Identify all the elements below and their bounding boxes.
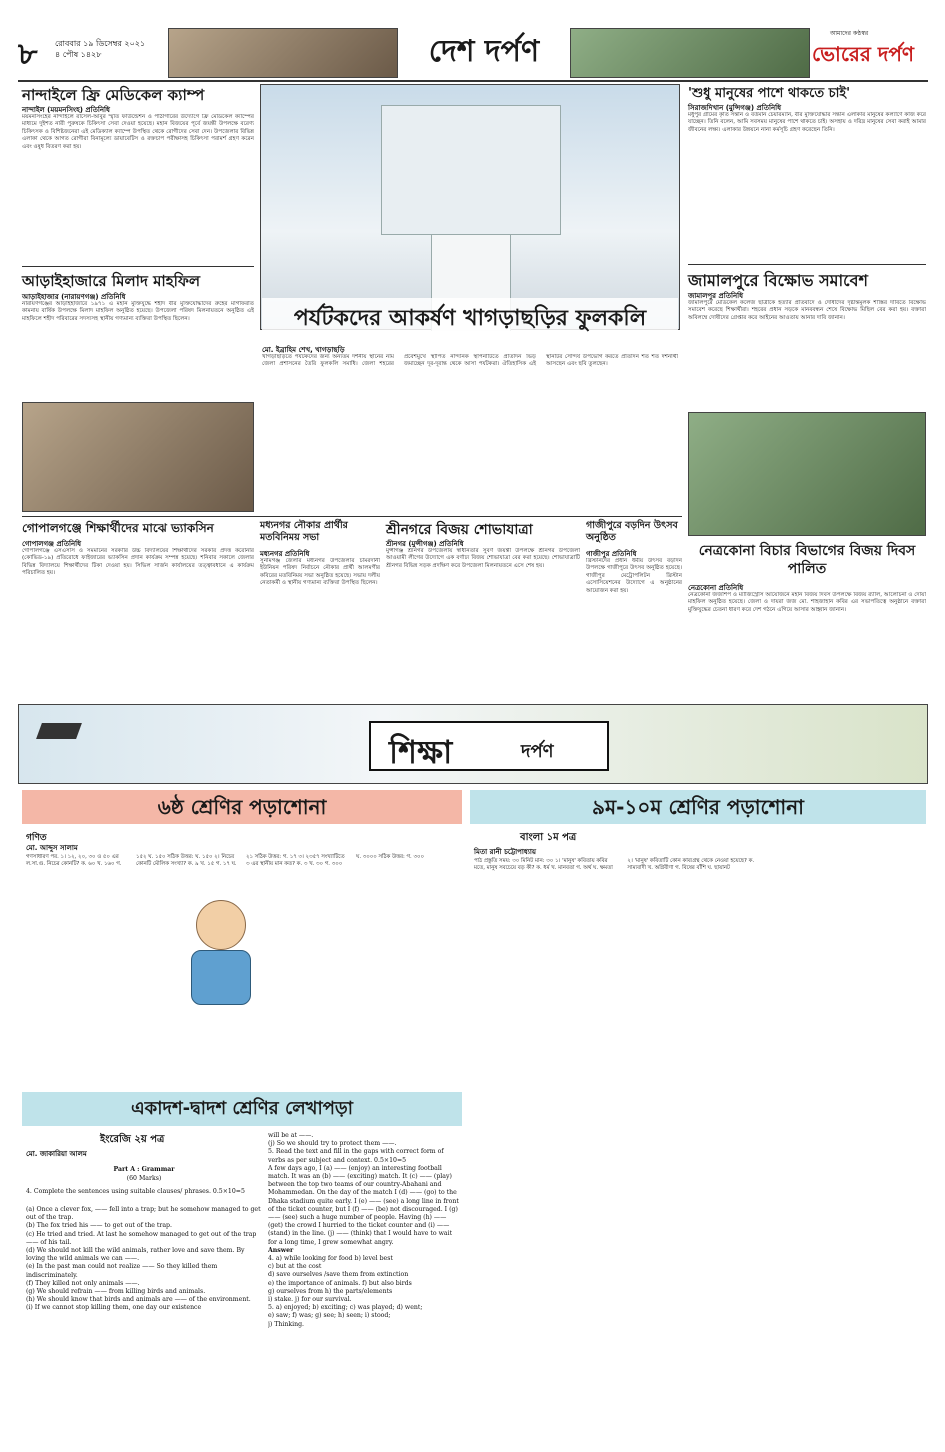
milad-body: নারায়ণগঞ্জের আড়াইহাজারে ১৯৭১ এ মহান মুক্তিযুদ্ধে শহীদ বীর মুক্তিযোদ্ধাদের রুহের মাগফিরাত কামনায় বার্ষিক উপলক্ষে মিলাদ মাহফিল অনুষ্ঠিত হয়েছে। উপজেলা পরিষদ মিলনায়তনে অনুষ্ঠিত এই মাহফিলে শহীদ পরিবারের সদস্যসহ স্থানীয় গণ্যমান্য ব্যক্তিরা উপস্থিত ছিলেন। <box>22 301 254 322</box>
tourist-byline: মো. ইব্রাহিম শেখ, খাগড়াছড়ি <box>262 346 345 354</box>
row-divider <box>22 516 682 517</box>
header-date <box>55 38 145 60</box>
election-byline: মধ্যনগর প্রতিনিধি <box>260 550 310 558</box>
humanity-byline: সিরাজদিখান (মুন্সিগঞ্জ) প্রতিনিধি <box>688 104 782 112</box>
gazipur-body: খ্রিস্টানদের প্রধান ধর্মীয় উৎসব বড়দিন উপলক্ষে গাজীপুরে উৎসব অনুষ্ঠিত হয়েছে। গাজীপুর মেট্রোপলিটন খ্রিস্টান এসোসিয়েশনের উদ্যোগে এ অনুষ্ঠানের আয়োজন করা হয়। <box>586 558 682 594</box>
english-item: (h) We should know that birds and animals are —— of the environment. <box>26 1296 251 1304</box>
divider <box>688 264 926 265</box>
english-item: 5. a) enjoyed; b) exciting; c) was played; d) went; <box>268 1304 423 1312</box>
english-item: d) save ourselves /save them from extinction <box>268 1271 409 1279</box>
milad-byline: আড়াইহাজার (নারায়ণগঞ্জ) প্রতিনিধি <box>22 293 126 301</box>
protest-headline: জামালপুরে বিক্ষোভ সমাবেশ <box>688 271 868 290</box>
class6-subject: গণিত <box>26 833 47 843</box>
english-item: (g) We should refrain —— from killing birds and animals. <box>26 1288 206 1296</box>
tourist-body: খাগড়াছড়িতে পর্যটকদের জন্য অন্যতম দর্শনীয় স্থানের নাম জেলা প্রশাসনের তৈরি ফুলকলি সমাধি। জেলা শহরের প্রবেশমুখে স্থাপিত নান্দনিক স্থাপনাটিতে প্রতিদিন ভিড় জমাচ্ছেন দূর-দূরান্ত থেকে আসা পর্যটকরা। ঐতিহাসিক এই স্থানটির সৌন্দর্য উপভোগ করতে প্রতিদিন শত শত দর্শনার্থী আসছেন এবং ছবি তুলছেন। <box>262 354 678 368</box>
netrokona-headline: নেত্রকোনা বিচার বিভাগের বিজয় দিবস পালিত <box>698 543 916 577</box>
english-item: A few days ago, I (a) —— (enjoy) an interesting football match. It was an (b) —— (exciting) match. It (c) —— (play) between the top two teams of our country-Abahani and Mohammedan. On the day of the match I (d) —— (go) to the Dhaka stadium quite early. I (e) —— (see) a long line in front of the ticket counter, but I (f) —— (be) not discouraged. I (g) —— (see) such a huge number of people. Having (h) —— (get) the crowd I hurried to the ticket counter and (i) —— (stand) in the line. (j) —— (think) that I would have to wait for a long time, I grew somewhat angry. <box>268 1164 459 1246</box>
page-header <box>0 28 945 80</box>
divider <box>22 266 254 267</box>
protest-photo <box>688 412 926 536</box>
date-gregorian: রোববার ১৯ ডিসেম্বর ২০২১ <box>55 39 146 48</box>
header-rule <box>18 80 928 82</box>
section-title: দেশ দর্পণ <box>428 34 540 69</box>
english-item: Answer <box>268 1246 294 1254</box>
english-items-right <box>268 1132 462 1446</box>
english-item: c) but at the cost <box>268 1263 322 1271</box>
class6-title: ৬ষ্ঠ শ্রেণির পড়াশোনা <box>157 795 327 819</box>
english-item: 4. a) while looking for food b) level best <box>268 1255 393 1263</box>
english-item: (j) So we should try to protect them ——. <box>268 1140 397 1148</box>
class910-author: মিতা রানী চট্টোপাধ্যায় <box>474 848 537 856</box>
gazipur-byline: গাজীপুর প্রতিনিধি <box>586 550 637 558</box>
humanity-headline: 'শুধু মানুষের পাশে থাকতে চাই' <box>688 86 851 101</box>
vaccine-byline: গোপালগঞ্জ প্রতিনিধি <box>22 540 82 548</box>
victory-rally-headline: শ্রীনগরে বিজয় শোভাযাত্রা <box>386 522 533 538</box>
medical-camp-headline: নান্দাইলে ফ্রি মেডিকেল ক্যাম্প <box>22 86 205 104</box>
victory-rally-byline: শ্রীনগর (মুন্সীগঞ্জ) প্রতিনিধি <box>386 540 464 548</box>
english-item: (f) They killed not only animals ——. <box>26 1279 140 1287</box>
brand-logo: ভোরের দর্পণ <box>812 42 914 66</box>
english-item: i) stake. j) for our survival. <box>268 1296 352 1304</box>
milad-headline: আড়াইহাজারে মিলাদ মাহফিল <box>22 272 201 290</box>
education-banner-suffix: দর্পণ <box>521 741 554 762</box>
english-items-left <box>26 1206 262 1446</box>
election-body: সুনামগঞ্জ জেলার মধ্যনগর উপজেলার চামরদানী ইউনিয়ন পরিষদ নির্বাচনে নৌকার প্রার্থী আলমগীর কবিরের মতবিনিময় সভা অনুষ্ঠিত হয়েছে। সভায় দলীয় নেতাকর্মী ও স্থানীয় গণ্যমান্য ব্যক্তিরা উপস্থিত ছিলেন। <box>260 558 380 587</box>
education-banner <box>18 704 928 784</box>
tourist-headline: পর্যটকদের আকর্ষণ খাগড়াছড়ির ফুলকলি <box>262 298 678 340</box>
english-item: (b) The fox tried his —— to get out of the trap. <box>26 1222 172 1230</box>
english-item: (e) In the past man could not realize —— So they killed them indiscriminately. <box>26 1263 218 1279</box>
english-item: (c) He tried and tried. At last he somehow managed to get out of the trap —— of his tail. <box>26 1230 257 1246</box>
english-item: (i) If we cannot stop killing them, one day our existence <box>26 1304 202 1312</box>
class6-banner <box>22 790 462 824</box>
class910-subject: বাংলা ১ম পত্র <box>520 832 577 843</box>
class1112-title: একাদশ-দ্বাদশ শ্রেণির লেখাপড়া <box>130 1098 353 1119</box>
class910-banner <box>470 790 926 824</box>
protest-body: জামালপুরে মেডিকেল কলেজ ছাত্রীকে হত্যার প্রতিবাদে ও দোষীদের দৃষ্টান্তমূলক শাস্তির দাবিতে বিক্ষোভ সমাবেশ করেছে শিক্ষার্থীরা। শহরের প্রধান সড়কে মানববন্ধন শেষে বিক্ষোভ মিছিল বের করা হয়। বক্তারা অবিলম্বে দোষীদের গ্রেপ্তার করে আইনের আওতায় আনার দাবি জানান। <box>688 300 926 321</box>
english-item: (a) Once a clever fox, —— fell into a trap; but he somehow managed to get out of the trap. <box>26 1206 261 1222</box>
education-banner-title: শিক্ষা <box>389 733 453 771</box>
vaccine-body: গোপালগঞ্জে এসএসসি ও সমমানের সরকারি উচ্চ বিদ্যালয়ের শিক্ষার্থীদের সরকার প্রদত্ত করোনার (কোভিড-১৯) প্রতিরোধে ফাইজারের ভ্যাকসিন প্রদান কার্যক্রম সম্পন্ন হয়েছে। শনিবার সকালে জেলার বিভিন্ন বিদ্যালয়ে শিক্ষার্থীদের টিকা দেওয়া হয়। সিভিল সার্জন কার্যালয়ের তত্ত্বাবধানে এ কার্যক্রম পরিচালিত হয়। <box>22 548 254 577</box>
netrokona-byline: নেত্রকোনা প্রতিনিধি <box>688 584 744 592</box>
monument-shape <box>381 105 561 235</box>
medical-camp-body: ময়মনসিংহের নান্দাইলে রাসেল-আবুর স্মৃতি ফাউন্ডেশন ও পাঠাগারের উদ্যোগে ফ্রি মেডিকেল ক্যাম্পের মাধ্যমে দুইশত নারী পুরুষকে চিকিৎসা সেবা দেওয়া হয়েছে। মহান বিজয়ের পূর্বে জয়ন্তী উপলক্ষে বরেণ্য চিকিৎসক ও বিশিষ্টজনেরা এই মেডিক্যাল ক্যাম্পে উপস্থিত থেকে রোগীদের সেবা দেন। উপজেলার বিভিন্ন এলাকা থেকে আগত রোগীরা বিনামূল্যে ডায়াবেটিস ও রক্তচাপ পরীক্ষাসহ চিকিৎসা পরামর্শ গ্রহণ করেন এবং ওষুধ বিতরণ করা হয়। <box>22 114 254 150</box>
header-photo-strip-left <box>168 28 398 78</box>
english-item: (d) We should not kill the wild animals, rather love and save them. By loving the wild animals we can ——. <box>26 1247 245 1263</box>
english-item: e) saw; f) was; g) see; h) seen; i) stood; <box>268 1312 391 1320</box>
education-banner-box <box>369 721 609 771</box>
victory-rally-body: মুন্সীগঞ্জ শ্রীনগর উপজেলায় স্বাধীনতার সুবর্ণ জয়ন্তী উপলক্ষে শ্রীনগর উপজেলা আওয়ামী লীগের উদ্যোগে এক বর্ণাঢ্য বিজয় শোভাযাত্রা বের করা হয়েছে। শোভাযাত্রাটি শ্রীনগর বিভিন্ন সড়ক প্রদক্ষিণ করে উপজেলা মিলনায়তনে এসে শেষ হয়। <box>386 548 580 569</box>
english-item: will be at ——. <box>268 1132 314 1139</box>
tourist-photo <box>260 84 680 330</box>
netrokona-body: নেত্রকোনা জজশিপ ও ম্যাজিস্ট্রেসি আয়োজনে মহান বিজয় দিবস উপলক্ষে বিজয় র‍্যালি, আলোচনা ও দোয়া মাহফিল অনুষ্ঠিত হয়েছে। জেলা ও দায়রা জজ মো. শাহজাহান কবির এর সভাপতিত্বে অনুষ্ঠানে বক্তারা মুক্তিযুদ্ধের চেতনা ধারণ করে দেশ গঠনে এগিয়ে আসার আহ্বান জানান। <box>688 592 926 613</box>
english-item: j) Thinking. <box>268 1320 305 1328</box>
english-item: 5. Read the text and fill in the gaps with correct form of verbs as per subject and context. 0.5×10=5 <box>268 1148 444 1164</box>
graduation-cap-icon <box>36 723 82 739</box>
protest-byline: জামালপুর প্রতিনিধি <box>688 292 744 300</box>
medical-camp-byline: নান্দাইল (ময়মনসিংহ) প্রতিনিধি <box>22 106 110 114</box>
milad-photo <box>22 402 254 512</box>
english-part: Part A : Grammar <box>113 1166 175 1173</box>
header-photo-strip-right <box>570 28 810 78</box>
student-cartoon-icon <box>176 900 266 1010</box>
date-bengali: ৪ পৌষ ১৪২৮ <box>55 50 102 59</box>
english-subject: ইংরেজি ২য় পত্র <box>100 1134 165 1145</box>
humanity-body: মধুপুর গ্রামের কৃতি সন্তান ও বর্তমান চেয়ারম্যান, বীর মুক্তিযোদ্ধার সন্তান এলাকার মানুষের কল্যাণে কাজ করে যাচ্ছেন। তিনি বলেন, আমি সবসময় মানুষের পাশে থাকতে চাই। অসহায় ও দরিদ্র মানুষের সেবা করাই আমার জীবনের লক্ষ্য। এলাকার উন্নয়নে নানা কর্মসূচি গ্রহণ করেছেন তিনি। <box>688 112 926 133</box>
page-number: ৮ <box>18 37 38 72</box>
class6-body: গণসাধারণ পর. ১। ১২, ২০, ৩০ ও ৫০ এর ল.সা.গু. নিচের কোনটি? ক. ৬০ খ. ১৬০ গ. ১৫২ ঘ. ১৫০ সঠিক উত্তর: ঘ. ১৫০ ২। নিচের কোনটি মৌলিক সংখ্যা? ক. ৯ খ. ১৫ গ. ১৭ ঘ. ২১ সঠিক উত্তর: গ. ১৭ ৩। ২৩৫৭ সংখ্যাটিতে ৩ এর স্থানীয় মান কত? ক. ৩ খ. ৩০ গ. ৩০০ ঘ. ৩০০০ সঠিক উত্তর: গ. ৩০০ <box>26 854 424 868</box>
brand-tag: আমাদের কণ্ঠস্বর <box>830 30 869 37</box>
class910-body: পাঠ প্রস্তুতি সময়: ৩০ মিনিট মান: ৩০ ১। 'মানুষ' কবিতায় কবির মতে, মানুষ সবচেয়ে বড় কী? ক. ধর্ম খ. মানবতা গ. অর্থ ঘ. ক্ষমতা ২। 'মানুষ' কবিতাটি কোন কাব্যগ্রন্থ থেকে নেওয়া হয়েছে? ক. সাম্যবাদী খ. অগ্নিবীণা গ. বিষের বাঁশি ঘ. ছায়ানট <box>474 858 755 872</box>
english-item: e) the importance of animals. f) but also birds <box>268 1279 412 1287</box>
class1112-banner <box>22 1092 462 1126</box>
vaccine-headline: গোপালগঞ্জে শিক্ষার্থীদের মাঝে ভ্যাকসিন <box>22 521 214 535</box>
class6-author: মো. আব্দুস সালাম <box>26 844 78 852</box>
class910-title: ৯ম-১০ম শ্রেণির পড়াশোনা <box>592 795 804 819</box>
english-item: g) ourselves from h) the parts/elements <box>268 1287 393 1295</box>
gazipur-headline: গাজীপুরে বড়দিন উৎসব অনুষ্ঠিত <box>586 520 678 543</box>
english-q4: 4. Complete the sentences using suitable clauses/ phrases. 0.5×10=5 <box>26 1188 245 1195</box>
english-author: মো. জাকারিয়া আলম <box>26 1150 87 1158</box>
election-headline: মধ্যনগর নৌকার প্রার্থীর মতবিনিময় সভা <box>260 520 348 543</box>
english-marks: (60 Marks) <box>126 1175 162 1182</box>
